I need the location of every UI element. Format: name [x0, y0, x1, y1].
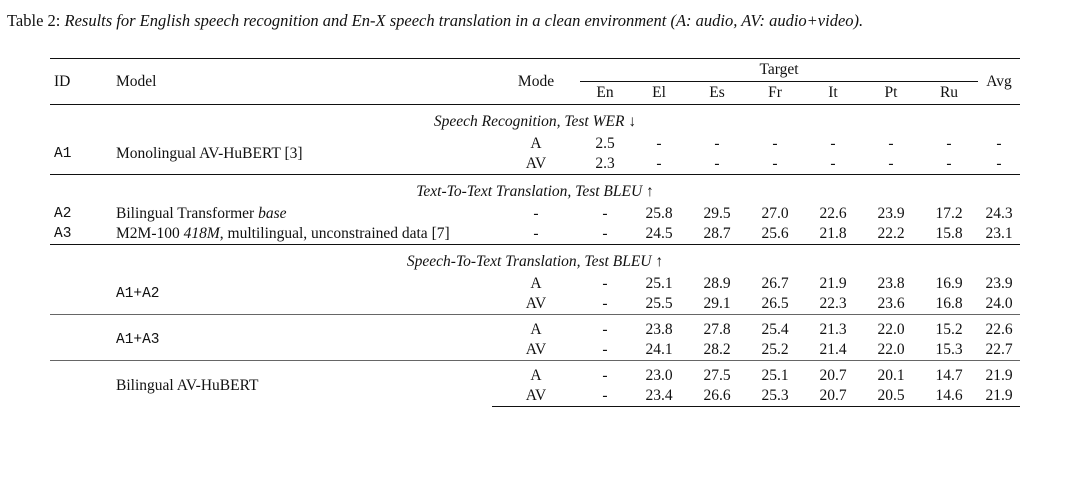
model-name: Bilingual Transformer: [116, 205, 259, 222]
cell: 23.8: [877, 275, 905, 292]
cell: 25.4: [746, 315, 804, 341]
cell: -: [714, 155, 720, 172]
caption-label: Table 2:: [7, 11, 61, 30]
cell: 2.3: [595, 155, 615, 172]
cell: 23.9: [985, 275, 1013, 292]
section-header-row: [50, 105, 1020, 135]
cell: 25.6: [761, 225, 789, 242]
row-mode: A: [492, 315, 580, 341]
model-desc: , multilingual, unconstrained data [7]: [219, 225, 450, 242]
header-lang: Es: [709, 84, 725, 101]
row-mode: AV: [525, 295, 547, 312]
section-t2t: Text-To-Text Translation, Test BLEU ↑: [50, 175, 1020, 205]
cell: -: [602, 341, 608, 358]
cell: 16.8: [935, 295, 963, 312]
cell: 26.5: [761, 295, 789, 312]
row-model: [112, 204, 492, 224]
results-table: [50, 58, 1020, 407]
cell: -: [996, 155, 1002, 172]
table-row: [50, 315, 1020, 341]
table-row: [50, 274, 1020, 294]
row-id: A1: [54, 146, 72, 162]
cell: 27.8: [688, 315, 746, 341]
cell: 15.3: [935, 341, 963, 358]
table-row: [50, 134, 1020, 154]
cell: 26.6: [688, 386, 746, 407]
row-mode: -: [533, 205, 539, 222]
cell: 23.1: [985, 225, 1013, 242]
cell: 25.2: [761, 341, 789, 358]
cell: 25.1: [645, 275, 673, 292]
model-name: M2M-100: [116, 225, 184, 242]
cell: -: [830, 135, 836, 152]
cell: 24.3: [985, 205, 1013, 222]
cell: -: [772, 135, 778, 152]
cell: -: [714, 135, 720, 152]
cell: -: [888, 155, 894, 172]
table-caption: [7, 11, 1077, 31]
section-header-row: [50, 245, 1020, 275]
header-lang: El: [652, 84, 666, 101]
cell: -: [656, 135, 662, 152]
cell: 17.2: [935, 205, 963, 222]
cell: 24.5: [645, 225, 673, 242]
cell: 22.7: [985, 341, 1013, 358]
header-row-1: [50, 59, 1020, 82]
cell: 22.6: [978, 315, 1020, 341]
header-target: Target: [580, 59, 978, 82]
cell: 22.6: [819, 205, 847, 222]
cell: 22.0: [862, 315, 920, 341]
cell: -: [602, 225, 608, 242]
table-row: [50, 361, 1020, 387]
row-model: A1+A2: [116, 286, 160, 302]
cell: 23.8: [630, 315, 688, 341]
table-row: [50, 204, 1020, 224]
cell: 21.9: [978, 386, 1020, 407]
cell: -: [580, 386, 630, 407]
cell: 22.3: [819, 295, 847, 312]
row-model: Monolingual AV-HuBERT [3]: [116, 145, 303, 162]
cell: -: [602, 295, 608, 312]
cell: 20.7: [804, 386, 862, 407]
row-mode: AV: [525, 341, 547, 358]
cell: 24.0: [985, 295, 1013, 312]
cell: 25.8: [645, 205, 673, 222]
cell: 20.1: [862, 361, 920, 387]
header-mode: Mode: [492, 59, 580, 105]
header-lang: Pt: [884, 84, 898, 101]
cell: 29.1: [703, 295, 731, 312]
cell: 23.0: [630, 361, 688, 387]
header-lang: En: [596, 84, 614, 101]
cell: 22.2: [877, 225, 905, 242]
section-s2t: Speech-To-Text Translation, Test BLEU ↑: [50, 245, 1020, 275]
cell: -: [946, 155, 952, 172]
cell: -: [580, 361, 630, 387]
cell: 25.1: [746, 361, 804, 387]
row-model: Bilingual AV-HuBERT: [112, 361, 492, 407]
row-id-empty: [50, 361, 112, 407]
header-model: Model: [112, 59, 492, 105]
cell: -: [772, 155, 778, 172]
cell: 27.5: [688, 361, 746, 387]
cell: 28.2: [703, 341, 731, 358]
cell: -: [996, 135, 1002, 152]
row-id: A3: [54, 226, 72, 242]
cell: 14.6: [920, 386, 978, 407]
cell: 23.4: [630, 386, 688, 407]
cell: 14.7: [920, 361, 978, 387]
cell: 15.2: [920, 315, 978, 341]
table-row: [50, 224, 1020, 245]
cell: 27.0: [761, 205, 789, 222]
cell: -: [830, 155, 836, 172]
cell: 25.3: [746, 386, 804, 407]
cell: -: [946, 135, 952, 152]
cell: 29.5: [703, 205, 731, 222]
cell: 28.7: [703, 225, 731, 242]
cell: 26.7: [761, 275, 789, 292]
cell: 25.5: [645, 295, 673, 312]
cell: 21.8: [819, 225, 847, 242]
cell: 21.4: [819, 341, 847, 358]
header-lang: Ru: [939, 84, 959, 101]
cell: 21.3: [804, 315, 862, 341]
cell: 15.8: [935, 225, 963, 242]
cell: -: [888, 135, 894, 152]
cell: -: [580, 315, 630, 341]
caption-text: Results for English speech recognition and En-X speech translation in a clean environment (A: audio, AV: audio+video).: [64, 11, 864, 30]
cell: 28.9: [703, 275, 731, 292]
cell: -: [656, 155, 662, 172]
cell: 21.9: [819, 275, 847, 292]
header-avg: Avg: [978, 59, 1020, 105]
cell: 24.1: [645, 341, 673, 358]
row-mode: AV: [525, 155, 547, 172]
row-model: [112, 224, 492, 245]
section-header-row: [50, 175, 1020, 205]
row-model: A1+A3: [112, 315, 492, 361]
header-lang: It: [828, 84, 838, 101]
cell: 22.0: [877, 341, 905, 358]
cell: 23.9: [877, 205, 905, 222]
cell: -: [602, 205, 608, 222]
row-id-empty: [50, 315, 112, 361]
cell: 16.9: [935, 275, 963, 292]
cell: 20.5: [862, 386, 920, 407]
header-id: ID: [50, 59, 112, 105]
model-variant: base: [258, 205, 287, 222]
row-mode: A: [492, 361, 580, 387]
cell: 20.7: [804, 361, 862, 387]
cell: 21.9: [978, 361, 1020, 387]
cell: 23.6: [877, 295, 905, 312]
section-asr: Speech Recognition, Test WER ↓: [50, 105, 1020, 135]
row-id: A2: [54, 206, 72, 222]
row-mode: AV: [492, 386, 580, 407]
header-lang: Fr: [768, 84, 782, 101]
row-mode: -: [533, 225, 539, 242]
model-variant: 418M: [183, 225, 220, 242]
cell: -: [602, 275, 608, 292]
row-id-empty: [50, 274, 112, 315]
row-mode: A: [530, 275, 542, 292]
cell: 2.5: [595, 135, 615, 152]
row-mode: A: [530, 135, 542, 152]
